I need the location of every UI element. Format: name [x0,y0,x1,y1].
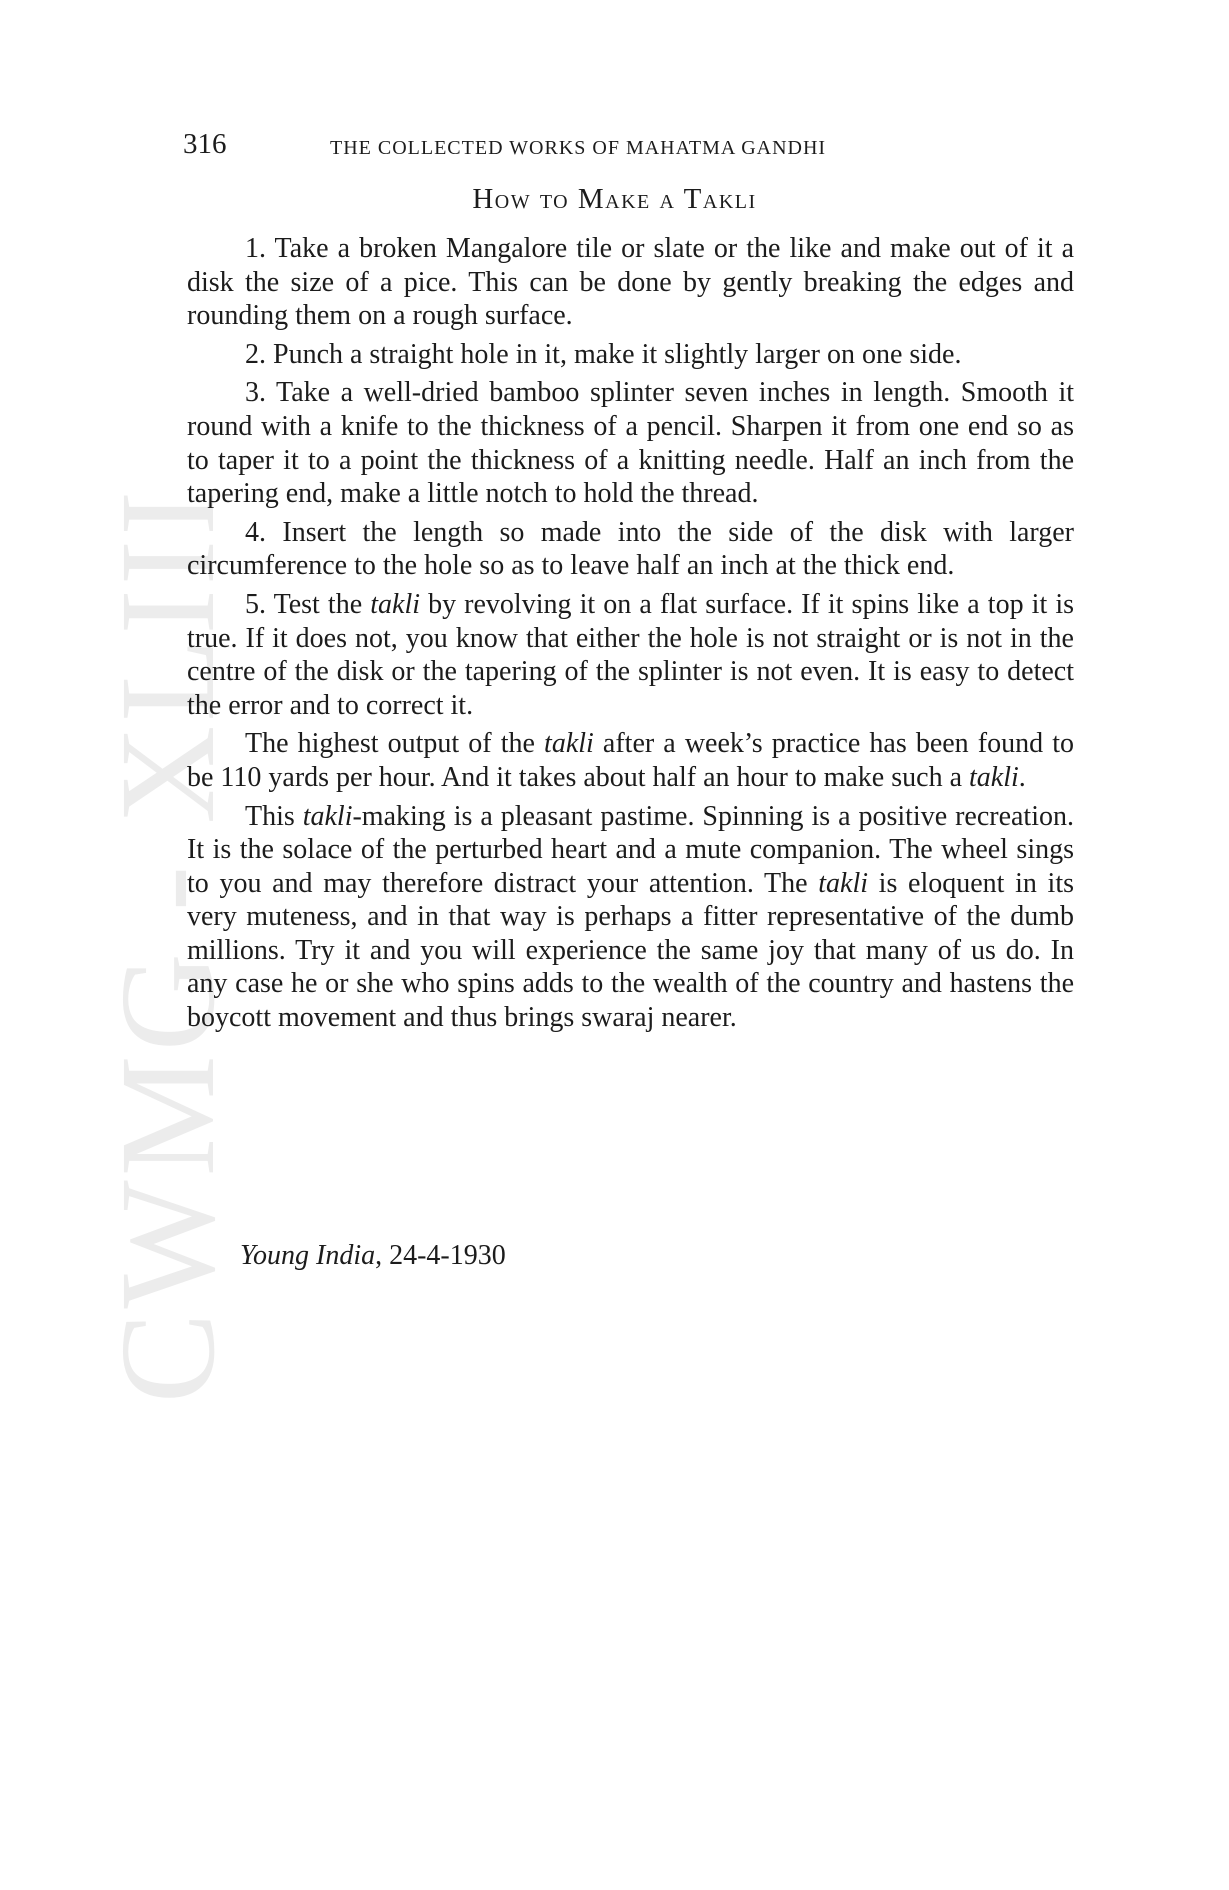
italic-term: takli [544,728,594,760]
paragraph [187,516,1074,583]
text-run: -making is a pleasant pastime. Spinning is a positive recreation. It is the solace of the perturbed heart and a mute companion. The wheel sings to you and may therefore distract your attention. The [187,800,1074,899]
watermark-text: CWMG - XLIII [93,486,243,1404]
paragraph [187,376,1074,510]
text-run: after a week’s practice has been found to be 110 yards per hour. And it takes about half an hour to make such a [187,728,1074,793]
text-run: 1. Take a broken Mangalore tile or slate or the like and make out of it a disk the size of a pice. This can be done by gently breaking the edges and rounding them on a rough surface. [187,233,1074,332]
paragraph [187,588,1074,722]
paragraph [187,232,1074,333]
text-run: by revolving it on a flat surface. If it spins like a top it is true. If it does not, you know that either the hole is not straight or is not in the centre of the disk or the tapering of the splinter is not even. It is easy to detect the error and to correct it. [187,588,1074,721]
text-run: 3. Take a well-dried bamboo splinter seven inches in length. Smooth it round with a knife to the thickness of a pencil. Sharpen it from one end so as to taper it to a point the thickness of a knitting needle. Half an inch from the tapering end, make a little notch to hold the thread. [187,377,1074,510]
text-run: The highest output of the [245,728,545,760]
text-run: 5. Test the [245,588,371,620]
italic-term: takli [969,761,1019,793]
paragraph [187,800,1074,1035]
source-date: , 24-4-1930 [375,1240,506,1271]
paragraph [187,727,1074,794]
running-head: THE COLLECTED WORKS OF MAHATMA GANDHI [330,137,827,159]
text-run: is eloquent in its very muteness, and in that way is perhaps a fitter representative of the dumb millions. Try it and you will experience the same joy that many of us do. In any case he or she who spins adds to the wealth of the country and hastens the boycott movement and thus brings swaraj nearer. [187,867,1075,1034]
italic-term: takli [302,800,353,832]
paragraph [187,338,1074,372]
italic-term: takli [370,588,420,620]
source-citation [240,1238,506,1274]
text-run: . [1018,761,1026,793]
article-body [187,232,1074,1035]
text-run: This [245,800,303,832]
article-title: How to Make a Takli [472,183,757,215]
page-number: 316 [183,128,227,160]
italic-term: takli [818,867,868,899]
source-publication: Young India [240,1240,376,1271]
text-run: 2. Punch a straight hole in it, make it slightly larger on one side. [245,338,962,370]
text-run: 4. Insert the length so made into the side of the disk with larger circumference to the hole so as to leave half an inch at the thick end. [187,516,1074,582]
